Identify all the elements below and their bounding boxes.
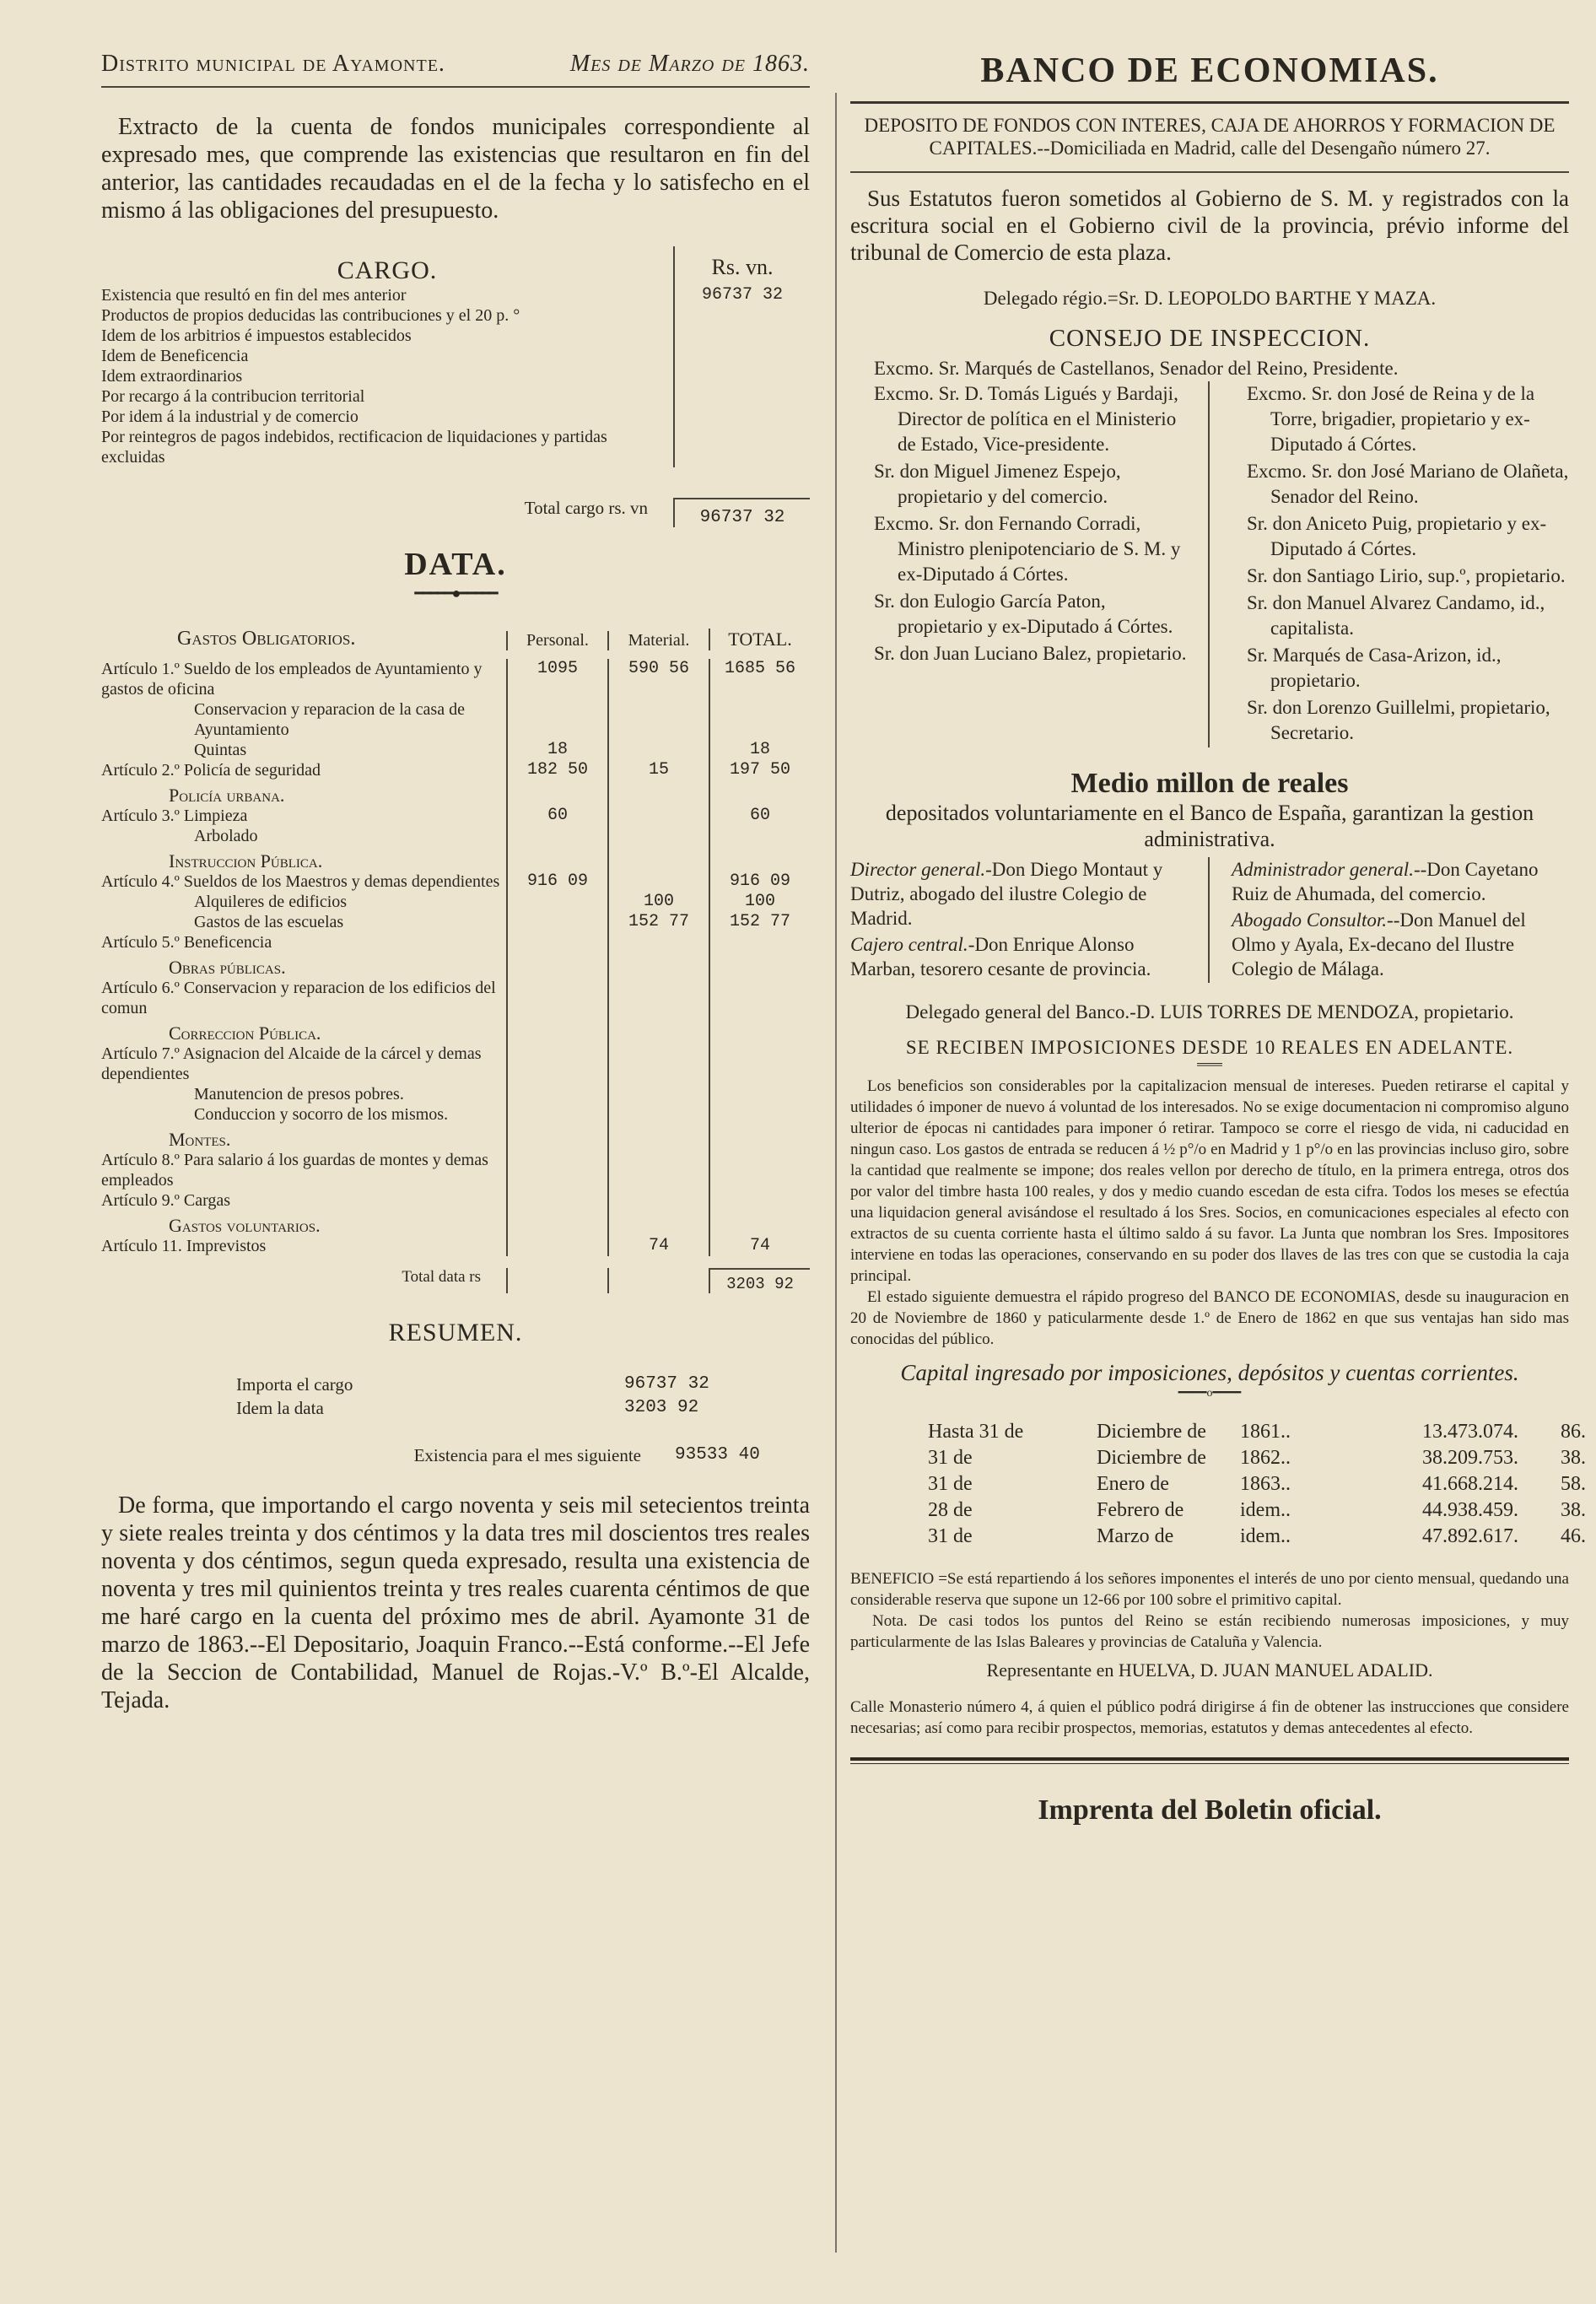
bank-title: BANCO DE ECONOMIAS. bbox=[980, 51, 1439, 90]
data-row-p bbox=[506, 780, 607, 806]
capital-cell-e: 38. bbox=[1561, 1447, 1586, 1469]
data-row-t: 1685 56 bbox=[709, 659, 810, 699]
data-row-p: 1095 bbox=[506, 659, 607, 699]
bank-advertisement-column bbox=[850, 51, 1586, 1826]
officer-entry bbox=[1232, 857, 1569, 906]
data-row-m bbox=[607, 871, 709, 892]
data-row bbox=[101, 1104, 810, 1125]
cargo-rows bbox=[101, 285, 810, 467]
data-row-label: Artículo 2.º Policía de seguridad bbox=[101, 761, 321, 780]
section-header bbox=[101, 51, 810, 78]
data-row bbox=[101, 892, 810, 912]
cargo-row-label: Idem de Beneficencia bbox=[101, 347, 249, 365]
officer-role: Administrador general. bbox=[1232, 859, 1414, 880]
officer-role: Abogado Consultor. bbox=[1232, 909, 1388, 931]
officers bbox=[850, 857, 1569, 983]
data-row-p bbox=[506, 1125, 607, 1150]
council-member: Excmo. Sr. D. Tomás Ligués y Bardaji, Director de política en el Ministerio de Estado, Vice-presidente. bbox=[874, 383, 1178, 455]
data-row-label: Artículo 7.º Asignacion del Alcaide de la cárcel y demas dependientes bbox=[101, 1044, 482, 1083]
data-row-t bbox=[709, 780, 810, 806]
data-row-label: Artículo 5.º Beneficencia bbox=[101, 933, 272, 952]
data-row-label: Instruccion Pública. bbox=[169, 850, 323, 871]
data-row bbox=[101, 932, 810, 952]
capital-cell-b: Febrero de bbox=[1097, 1499, 1184, 1521]
data-row-label: Quintas bbox=[194, 741, 247, 759]
cargo-row-value bbox=[673, 305, 810, 326]
intro-paragraph: Extracto de la cuenta de fondos municipales correspondiente al expresado mes, que comprende las existencias que resultaron en fin del anterior, las cantidades recaudadas en el de la fecha y lo satisfecho en el mismo á las obligaciones del presupuesto. bbox=[101, 114, 810, 224]
capital-cell-c: idem.. bbox=[1240, 1499, 1291, 1521]
data-row-label: Artículo 3.º Limpieza bbox=[101, 807, 248, 825]
data-row-p bbox=[506, 1044, 607, 1084]
data-row-m: 100 bbox=[607, 892, 709, 912]
capital-cell-c: 1863.. bbox=[1240, 1473, 1291, 1495]
cargo-row bbox=[101, 407, 810, 427]
data-row-p bbox=[506, 932, 607, 952]
data-row-t bbox=[709, 932, 810, 952]
resumen-row bbox=[101, 1373, 810, 1396]
data-row bbox=[101, 740, 810, 760]
officer-name: --Don Cayetano Ruiz de Ahumada, del comercio. bbox=[1232, 859, 1539, 904]
cargo-row-label: Por recargo á la contribucion territorial bbox=[101, 387, 365, 406]
officer-name: --Don Manuel del Olmo y Ayala, Ex-decano del Ilustre Colegio de Málaga. bbox=[1232, 909, 1526, 979]
cargo-row-value bbox=[673, 366, 810, 386]
data-row-p bbox=[506, 826, 607, 846]
council-member: Excmo. Sr. don José de Reina y de la Torre, brigadier, propietario y ex-Diputado á Córtes. bbox=[1247, 383, 1535, 455]
resumen-balance-label: Existencia para el mes siguiente bbox=[413, 1445, 641, 1465]
cargo-row bbox=[101, 346, 810, 366]
data-row-label: Arbolado bbox=[194, 827, 258, 845]
data-row-m bbox=[607, 1044, 709, 1084]
cargo-row-value bbox=[673, 407, 810, 427]
title-rule bbox=[850, 101, 1569, 104]
resumen-row-value: 3203 92 bbox=[624, 1398, 699, 1417]
council-left bbox=[850, 381, 1210, 747]
capital-ornament: ━━━━o━━━━ bbox=[1178, 1387, 1242, 1400]
data-row bbox=[101, 952, 810, 978]
capital-cell-a: 31 de bbox=[928, 1525, 973, 1547]
data-row-t bbox=[709, 952, 810, 978]
data-row-p bbox=[506, 1211, 607, 1236]
data-row-label: Conservacion y reparacion de la casa de Ayuntamiento bbox=[194, 700, 465, 739]
data-row-p bbox=[506, 699, 607, 740]
data-row-label: Artículo 6.º Conservacion y reparacion de los edificios del comun bbox=[101, 979, 496, 1017]
data-row-label: Artículo 4.º Sueldos de los Maestros y demas dependientes bbox=[101, 872, 500, 891]
month-label: Mes de Marzo de 1863. bbox=[569, 51, 810, 77]
council-member: Sr. Marqués de Casa-Arizon, id., propietario. bbox=[1247, 645, 1502, 691]
data-row-m bbox=[607, 932, 709, 952]
column-personal: Personal. bbox=[506, 631, 607, 650]
council-member: Sr. don Miguel Jimenez Espejo, propietario y del comercio. bbox=[874, 461, 1121, 507]
data-row-m: 15 bbox=[607, 760, 709, 780]
data-row bbox=[101, 806, 810, 826]
officer-role: Director general. bbox=[850, 859, 986, 880]
capital-cell-a: 31 de bbox=[928, 1447, 973, 1469]
data-row bbox=[101, 699, 810, 740]
data-row bbox=[101, 659, 810, 699]
resumen-row bbox=[101, 1396, 810, 1420]
data-row-label: Montes. bbox=[169, 1129, 231, 1150]
data-row-label: Artículo 1.º Sueldo de los empleados de Ayuntamiento y gastos de oficina bbox=[101, 660, 483, 699]
data-row bbox=[101, 780, 810, 806]
council-title: CONSEJO DE INSPECCION. bbox=[1049, 325, 1371, 352]
cargo-row bbox=[101, 326, 810, 346]
cargo-row bbox=[101, 366, 810, 386]
data-row-t bbox=[709, 1084, 810, 1104]
data-row-m: 74 bbox=[607, 1236, 709, 1256]
capital-cell-c: idem.. bbox=[1240, 1525, 1291, 1547]
ornament-rule: ═══ bbox=[1197, 1059, 1222, 1071]
data-row-p bbox=[506, 1236, 607, 1256]
cargo-row bbox=[101, 285, 810, 305]
data-row-t bbox=[709, 1018, 810, 1044]
data-row bbox=[101, 1044, 810, 1084]
data-row-t bbox=[709, 1211, 810, 1236]
capital-cell-d: 44.938.459. bbox=[1422, 1499, 1518, 1521]
cargo-row-value bbox=[673, 427, 810, 467]
progress-paragraph: El estado siguiente demuestra el rápido progreso del BANCO DE ECONOMIAS, desde su inauguracion en 20 de Noviembre de 1860 y paticularmente desde 1.º de Enero de 1862 en que sus ventajas han sido mas conocidas del público. bbox=[850, 1288, 1569, 1348]
statutes-paragraph: Sus Estatutos fueron sometidos al Gobierno de S. M. y registrados con la escritura social en el Gobierno civil de la provincia, prévio informe del tribunal de Comercio de esta plaza. bbox=[850, 186, 1569, 265]
data-total-value: 3203 92 bbox=[709, 1268, 810, 1293]
data-row-t: 916 09 bbox=[709, 871, 810, 892]
data-row bbox=[101, 1236, 810, 1256]
data-row-p bbox=[506, 978, 607, 1018]
data-row-t: 197 50 bbox=[709, 760, 810, 780]
council-member: Sr. don Lorenzo Guillelmi, propietario, Secretario. bbox=[1247, 697, 1550, 743]
data-row bbox=[101, 760, 810, 780]
capital-cell-a: 28 de bbox=[928, 1499, 973, 1521]
cargo-row-label: Productos de propios deducidas las contribuciones y el 20 p. ° bbox=[101, 306, 520, 325]
data-row-label: Manutencion de presos pobres. bbox=[194, 1085, 404, 1103]
data-row-t bbox=[709, 846, 810, 871]
column-material: Material. bbox=[607, 631, 709, 650]
cargo-row-value bbox=[673, 346, 810, 366]
data-row-p: 916 09 bbox=[506, 871, 607, 892]
data-divider-ornament: ━━━━━●━━━━━ bbox=[414, 585, 497, 602]
data-row-t: 60 bbox=[709, 806, 810, 826]
capital-cell-a: 31 de bbox=[928, 1473, 973, 1495]
data-row-m bbox=[607, 806, 709, 826]
data-row-m: 590 56 bbox=[607, 659, 709, 699]
data-row bbox=[101, 826, 810, 846]
data-row-t bbox=[709, 1104, 810, 1125]
data-row-label: Artículo 8.º Para salario á los guardas de montes y demas empleados bbox=[101, 1151, 488, 1190]
data-total-label: Total data rs bbox=[402, 1268, 481, 1286]
data-row-m bbox=[607, 1018, 709, 1044]
capital-row bbox=[928, 1445, 1586, 1471]
capital-table bbox=[928, 1419, 1586, 1550]
council-president: Excmo. Sr. Marqués de Castellanos, Senador del Reino, Presidente. bbox=[874, 358, 1399, 379]
data-row-t bbox=[709, 1190, 810, 1211]
column-total: TOTAL. bbox=[709, 629, 810, 650]
data-row bbox=[101, 912, 810, 932]
half-million-title: Medio millon de reales bbox=[1070, 768, 1349, 799]
data-row-label: Gastos voluntarios. bbox=[169, 1215, 321, 1236]
capital-cell-b: Diciembre de bbox=[1097, 1421, 1206, 1443]
cargo-title: CARGO. bbox=[337, 256, 438, 284]
data-rows bbox=[101, 659, 810, 1256]
data-row bbox=[101, 1150, 810, 1190]
data-row bbox=[101, 978, 810, 1018]
cargo-row-label: Por idem á la industrial y de comercio bbox=[101, 407, 359, 426]
council-member: Excmo. Sr. don José Mariano de Olañeta, Senador del Reino. bbox=[1247, 461, 1569, 507]
imprint: Imprenta del Boletin oficial. bbox=[1038, 1794, 1382, 1826]
data-row-m bbox=[607, 978, 709, 1018]
cargo-row bbox=[101, 386, 810, 407]
resumen-balance bbox=[101, 1445, 810, 1466]
capital-cell-c: 1862.. bbox=[1240, 1447, 1291, 1469]
data-row-m bbox=[607, 846, 709, 871]
cargo-row-value: 96737 32 bbox=[673, 285, 810, 305]
impositions-heading: SE RECIBEN IMPOSICIONES DESDE 10 REALES EN ADELANTE. bbox=[905, 1037, 1514, 1058]
resumen-rows bbox=[101, 1373, 810, 1420]
cargo-total-value: 96737 32 bbox=[673, 498, 810, 527]
capital-row bbox=[928, 1524, 1586, 1550]
data-row-t: 18 bbox=[709, 740, 810, 760]
capital-cell-b: Diciembre de bbox=[1097, 1447, 1206, 1469]
data-row-t: 74 bbox=[709, 1236, 810, 1256]
data-row-label: Artículo 11. Imprevistos bbox=[101, 1237, 267, 1255]
capital-row bbox=[928, 1419, 1586, 1445]
data-row-t bbox=[709, 1044, 810, 1084]
capital-cell-d: 13.473.074. bbox=[1422, 1421, 1518, 1443]
officer-entry bbox=[1232, 908, 1569, 981]
data-row bbox=[101, 1125, 810, 1150]
data-row-m bbox=[607, 1211, 709, 1236]
data-row-t bbox=[709, 826, 810, 846]
general-delegate: Delegado general del Banco.-D. LUIS TORRES DE MENDOZA, propietario. bbox=[905, 1001, 1514, 1023]
resumen-row-value: 96737 32 bbox=[624, 1374, 709, 1394]
data-row-label: Policía urbana. bbox=[169, 785, 285, 806]
council-members bbox=[850, 381, 1569, 747]
data-row-m bbox=[607, 952, 709, 978]
cargo-total-label: Total cargo rs. vn bbox=[524, 498, 648, 518]
data-row-label: Correccion Pública. bbox=[169, 1023, 321, 1044]
header-rule bbox=[101, 86, 810, 88]
capital-row bbox=[928, 1497, 1586, 1524]
data-title: DATA. bbox=[404, 547, 507, 582]
data-row-m bbox=[607, 1104, 709, 1125]
capital-cell-e: 58. bbox=[1561, 1473, 1586, 1495]
council-member: Sr. don Eulogio García Paton, propietario y ex-Diputado á Córtes. bbox=[874, 591, 1173, 637]
capital-cell-c: 1861.. bbox=[1240, 1421, 1291, 1443]
data-row-t bbox=[709, 699, 810, 740]
half-million-text: depositados voluntariamente en el Banco de España, garantizan la gestion administrativa. bbox=[885, 801, 1534, 851]
resumen-row-label: Importa el cargo bbox=[236, 1374, 353, 1395]
data-row-label: Conduccion y socorro de los mismos. bbox=[194, 1105, 449, 1124]
cargo-row-value bbox=[673, 386, 810, 407]
capital-title: Capital ingresado por imposiciones, depósitos y cuentas corrientes. bbox=[900, 1360, 1519, 1385]
benefits-paragraph: Los beneficios son considerables por la capitalizacion mensual de intereses. Pueden retirarse el capital y utilidades ó imponer de nuevo á voluntad de los interesados. No se exige documentacion ni compromiso alguno ulterior de épocas ni cantidades para imponer ó retirar. Tampoco se corre el riesgo de vida, ni caducidad en ningun caso. Los gastos de entrada se reducen á ½ p°/o en Madrid y 1 p°/o en las provincias incluso giro, sobre la cantidad que realmente se impone; dos reales vellon por derecho de título, en la primera entrega, otros dos por valor del timbre hasta 100 reales, y dos y medio cuando escedan de esta cifra. Todos los meses se efectúa una liquidacion general avisándose el resultado á los Sres. Socios, en comunicaciones especiales al efecto con extractos de su cuenta corriente hasta el último saldo á su favor. La Junta que nombran los Sres. Impositores interviene en todas las operaciones, conservando en su poder dos llaves de las tres con que se custodia la caja principal. bbox=[850, 1077, 1569, 1285]
data-row-label: Alquileres de edificios bbox=[194, 893, 348, 911]
data-row-m bbox=[607, 699, 709, 740]
data-row-p bbox=[506, 1018, 607, 1044]
data-row-m bbox=[607, 1125, 709, 1150]
capital-cell-b: Enero de bbox=[1097, 1473, 1169, 1495]
council-member: Sr. don Aniceto Puig, propietario y ex-Diputado á Córtes. bbox=[1247, 513, 1547, 559]
data-row-m: 152 77 bbox=[607, 912, 709, 932]
huelva-representative: Representante en HUELVA, D. JUAN MANUEL ADALID. bbox=[986, 1659, 1433, 1681]
capital-cell-b: Marzo de bbox=[1097, 1525, 1174, 1547]
data-row bbox=[101, 1211, 810, 1236]
data-row-t bbox=[709, 1150, 810, 1190]
data-row-label: Gastos de las escuelas bbox=[194, 913, 344, 931]
data-row bbox=[101, 1084, 810, 1104]
council-right bbox=[1210, 381, 1569, 747]
data-row-p bbox=[506, 1190, 607, 1211]
data-row-t: 100 bbox=[709, 892, 810, 912]
cargo-row-label: Idem de los arbitrios é impuestos establecidos bbox=[101, 326, 412, 345]
data-row-m bbox=[607, 1150, 709, 1190]
capital-row bbox=[928, 1471, 1586, 1497]
data-row-p: 60 bbox=[506, 806, 607, 826]
cargo-row-label: Existencia que resultó en fin del mes anterior bbox=[101, 286, 407, 305]
officer-name: -Don Enrique Alonso Marban, tesorero cesante de provincia. bbox=[850, 934, 1151, 979]
data-row bbox=[101, 1190, 810, 1211]
data-row-p bbox=[506, 952, 607, 978]
data-row-p bbox=[506, 846, 607, 871]
data-row-label: Obras públicas. bbox=[169, 957, 286, 978]
data-row-m bbox=[607, 826, 709, 846]
cargo-total bbox=[101, 498, 810, 527]
bottom-rule bbox=[850, 1757, 1569, 1761]
council-member: Sr. don Juan Luciano Balez, propietario. bbox=[874, 643, 1187, 664]
resumen-balance-value: 93533 40 bbox=[675, 1445, 760, 1465]
data-row-m bbox=[607, 740, 709, 760]
officers-right bbox=[1210, 857, 1569, 983]
cargo-row bbox=[101, 305, 810, 326]
officer-role: Cajero central. bbox=[850, 934, 968, 955]
capital-cell-e: 46. bbox=[1561, 1525, 1586, 1547]
data-table bbox=[101, 628, 810, 1293]
resumen-title: RESUMEN. bbox=[388, 1319, 523, 1346]
capital-cell-e: 86. bbox=[1561, 1421, 1586, 1443]
officer-name: -Don Diego Montaut y Dutriz, abogado del ilustre Colegio de Madrid. bbox=[850, 859, 1163, 929]
nota-paragraph: Nota. De casi todos los puntos del Reino se están recibiendo numerosas imposiciones, y muy particularmente de las Islas Baleares y provincias de Cataluña y Valencia. bbox=[850, 1612, 1569, 1651]
council-member: Sr. don Santiago Lirio, sup.º, propietario. bbox=[1247, 565, 1566, 586]
column-divider bbox=[835, 93, 837, 2253]
data-row bbox=[101, 871, 810, 892]
data-section-title: Gastos Obligatorios. bbox=[177, 628, 356, 650]
data-row-label: Artículo 9.º Cargas bbox=[101, 1191, 231, 1210]
capital-cell-d: 47.892.617. bbox=[1422, 1525, 1518, 1547]
data-row-p bbox=[506, 912, 607, 932]
capital-cell-d: 38.209.753. bbox=[1422, 1447, 1518, 1469]
capital-cell-d: 41.668.214. bbox=[1422, 1473, 1518, 1495]
council-member: Excmo. Sr. don Fernando Corradi, Ministro plenipotenciario de S. M. y ex-Diputado á Córtes. bbox=[874, 513, 1181, 585]
data-row-p bbox=[506, 1104, 607, 1125]
cargo-row-label: Por reintegros de pagos indebidos, rectificacion de liquidaciones y partidas excluidas bbox=[101, 428, 607, 467]
cargo-row-label: Idem extraordinarios bbox=[101, 367, 243, 386]
council-member: Sr. don Manuel Alvarez Candamo, id., capitalista. bbox=[1247, 592, 1545, 639]
cargo-currency: Rs. vn. bbox=[673, 246, 810, 285]
capital-cell-e: 38. bbox=[1561, 1499, 1586, 1521]
resumen-row-label: Idem la data bbox=[236, 1398, 324, 1418]
data-row bbox=[101, 846, 810, 871]
municipal-accounts-column bbox=[101, 51, 810, 1714]
data-row-t bbox=[709, 1125, 810, 1150]
royal-delegate: Delegado régio.=Sr. D. LEOPOLDO BARTHE Y MAZA. bbox=[983, 288, 1437, 309]
cargo-row bbox=[101, 427, 810, 467]
bank-subtitle: DEPOSITO DE FONDOS CON INTERES, CAJA DE AHORROS Y FORMACION DE CAPITALES.--Domiciliada en Madrid, calle del Desengaño número 27. bbox=[864, 115, 1556, 159]
officer-entry bbox=[850, 857, 1186, 931]
data-row-p: 182 50 bbox=[506, 760, 607, 780]
data-row-p bbox=[506, 1084, 607, 1104]
district-name: Distrito municipal de Ayamonte. bbox=[101, 51, 445, 77]
closing-paragraph: De forma, que importando el cargo noventa y seis mil setecientos treinta y siete reales treinta y dos céntimos y la data tres mil doscientos tres reales noventa y dos céntimos, segun queda expresado, resulta una existencia de noventa y tres mil quinientos treinta y tres reales cuarenta céntimos de que me haré cargo en la cuenta del próximo mes de abril. Ayamonte 31 de marzo de 1863.--El Depositario, Joaquin Franco.--Está conforme.--El Jefe de la Seccion de Contabilidad, Manuel de Rojas.-V.º B.º-El Alcalde, Tejada. bbox=[101, 1492, 810, 1713]
data-row-p bbox=[506, 1150, 607, 1190]
data-row bbox=[101, 1018, 810, 1044]
data-row-t: 152 77 bbox=[709, 912, 810, 932]
data-row-m bbox=[607, 780, 709, 806]
data-row-p: 18 bbox=[506, 740, 607, 760]
data-row-p bbox=[506, 892, 607, 912]
cargo-row-value bbox=[673, 326, 810, 346]
data-row-m bbox=[607, 1084, 709, 1104]
cargo-section bbox=[101, 246, 810, 527]
officers-left bbox=[850, 857, 1210, 983]
data-row-t bbox=[709, 978, 810, 1018]
capital-cell-a: Hasta 31 de bbox=[928, 1421, 1024, 1443]
address-paragraph: Calle Monasterio número 4, á quien el público podrá dirigirse á fin de obtener las instrucciones que considere necesarias; así como para recibir prospectos, memorias, estatutos y demas antecedentes al efecto. bbox=[850, 1698, 1569, 1737]
officer-entry bbox=[850, 932, 1186, 981]
benefit-note: BENEFICIO =Se está repartiendo á los señores imponentes el interés de uno por ciento mensual, quedando una considerable reserva que supone un 12-66 por 100 sobre el primitivo capital. bbox=[850, 1570, 1569, 1609]
data-row-m bbox=[607, 1190, 709, 1211]
